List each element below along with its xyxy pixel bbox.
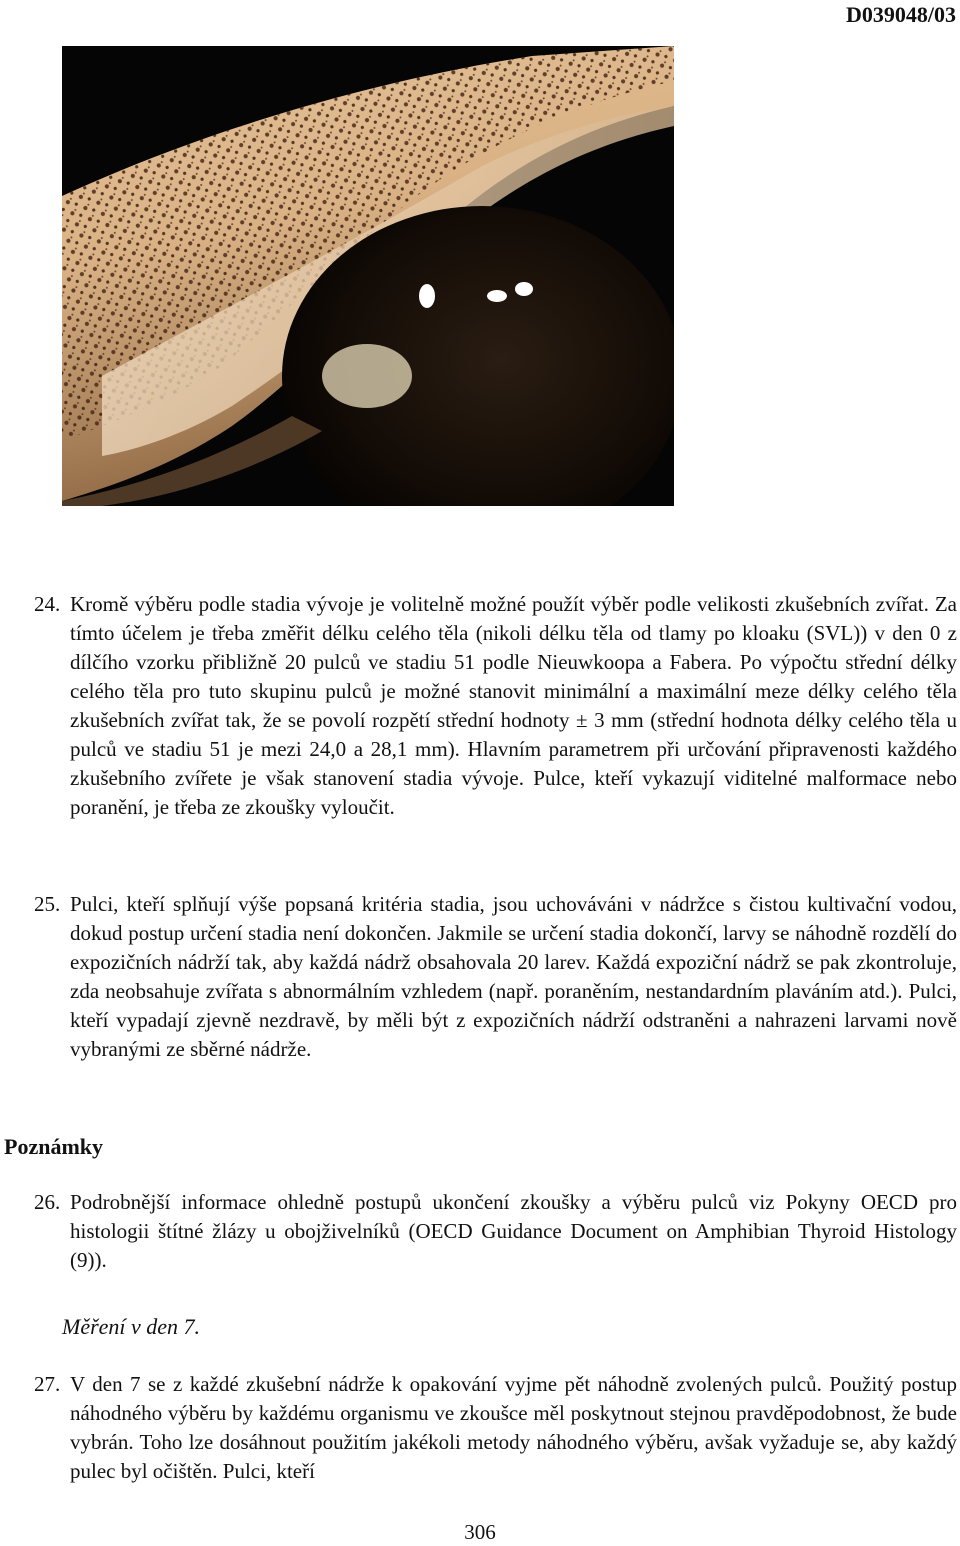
paragraph-text: Podrobnější informace ohledně postupů ukončení zkoušky a výběru pulců viz Pokyny OECD pro histologii štítné žlázy u obojživelníků (OECD Guidance Document on Amphibian Thyroid Histology (9)). [70, 1190, 957, 1272]
paragraph-number: 24. [34, 592, 61, 616]
document-id: D039048/03 [846, 2, 956, 27]
paragraph-text: Pulci, kteří splňují výše popsaná kritéria stadia, jsou uchováváni v nádržce s čistou kultivační vodou, dokud postup určení stadia není dokončen. Jakmile se určení stadia dokončí, larvy se náhodně rozdělí do expozičních nádrží tak, aby každá nádrž obsahovala 20 larev. Každá expoziční nádrž se pak zkontroluje, zda neobsahuje zvířata s abnormálním vzhledem (např. poraněním, nestandardním plaváním atd.). Pulci, kteří vypadají zjevně nezdravě, by měli být z expozičních nádrží odstraněni a nahrazeni larvami nově vybranými ze sběrné nádrže. [70, 892, 957, 1061]
paragraph-number: 27. [34, 1372, 61, 1396]
paragraph-text: Kromě výběru podle stadia vývoje je volitelně možné použít výběr podle velikosti zkušebních zvířat. Za tímto účelem je třeba změřit délku celého těla (nikoli délku těla od tlamy po kloaku (SVL)) v den 0 z dílčího vzorku přibližně 20 pulců ve stadiu 51 podle Nieuwkoopa a Fabera. Po výpočtu střední délky celého těla pro tuto skupinu pulců je možné stanovit minimální a maximální meze délky celého těla zkušebních zvířat tak, že se povolí rozpětí střední hodnoty ± 3 mm (střední hodnota délky celého těla u pulců ve stadiu 51 je mezi 24,0 a 28,1 mm). Hlavním parametrem při určování připravenosti každého zkušebního zvířete je však stanovení stadia vývoje. Pulce, kteří vykazují viditelné malformace nebo poranění, je třeba ze zkoušky vyloučit. [70, 592, 957, 819]
page-number: 306 [464, 1520, 496, 1544]
paragraph-number: 26. [34, 1190, 61, 1214]
subheading: Měření v den 7. [62, 1314, 201, 1339]
paragraph-number: 25. [34, 892, 61, 916]
section-heading: Poznámky [4, 1134, 103, 1159]
paragraph-text: V den 7 se z každé zkušební nádrže k opakování vyjme pět náhodně zvolených pulců. Použitý postup náhodného výběru by každému organismu ve zkoušce měl poskytnout stejnou pravděpodobnost, že bude vybrán. Toho lze dosáhnout použitím jakékoli metody náhodného výběru, avšak vyžaduje se, aby každý pulec byl očištěn. Pulci, kteří [70, 1372, 957, 1483]
tadpole-microscope-photo [62, 46, 674, 506]
tadpole-photo-drawing [62, 46, 674, 506]
